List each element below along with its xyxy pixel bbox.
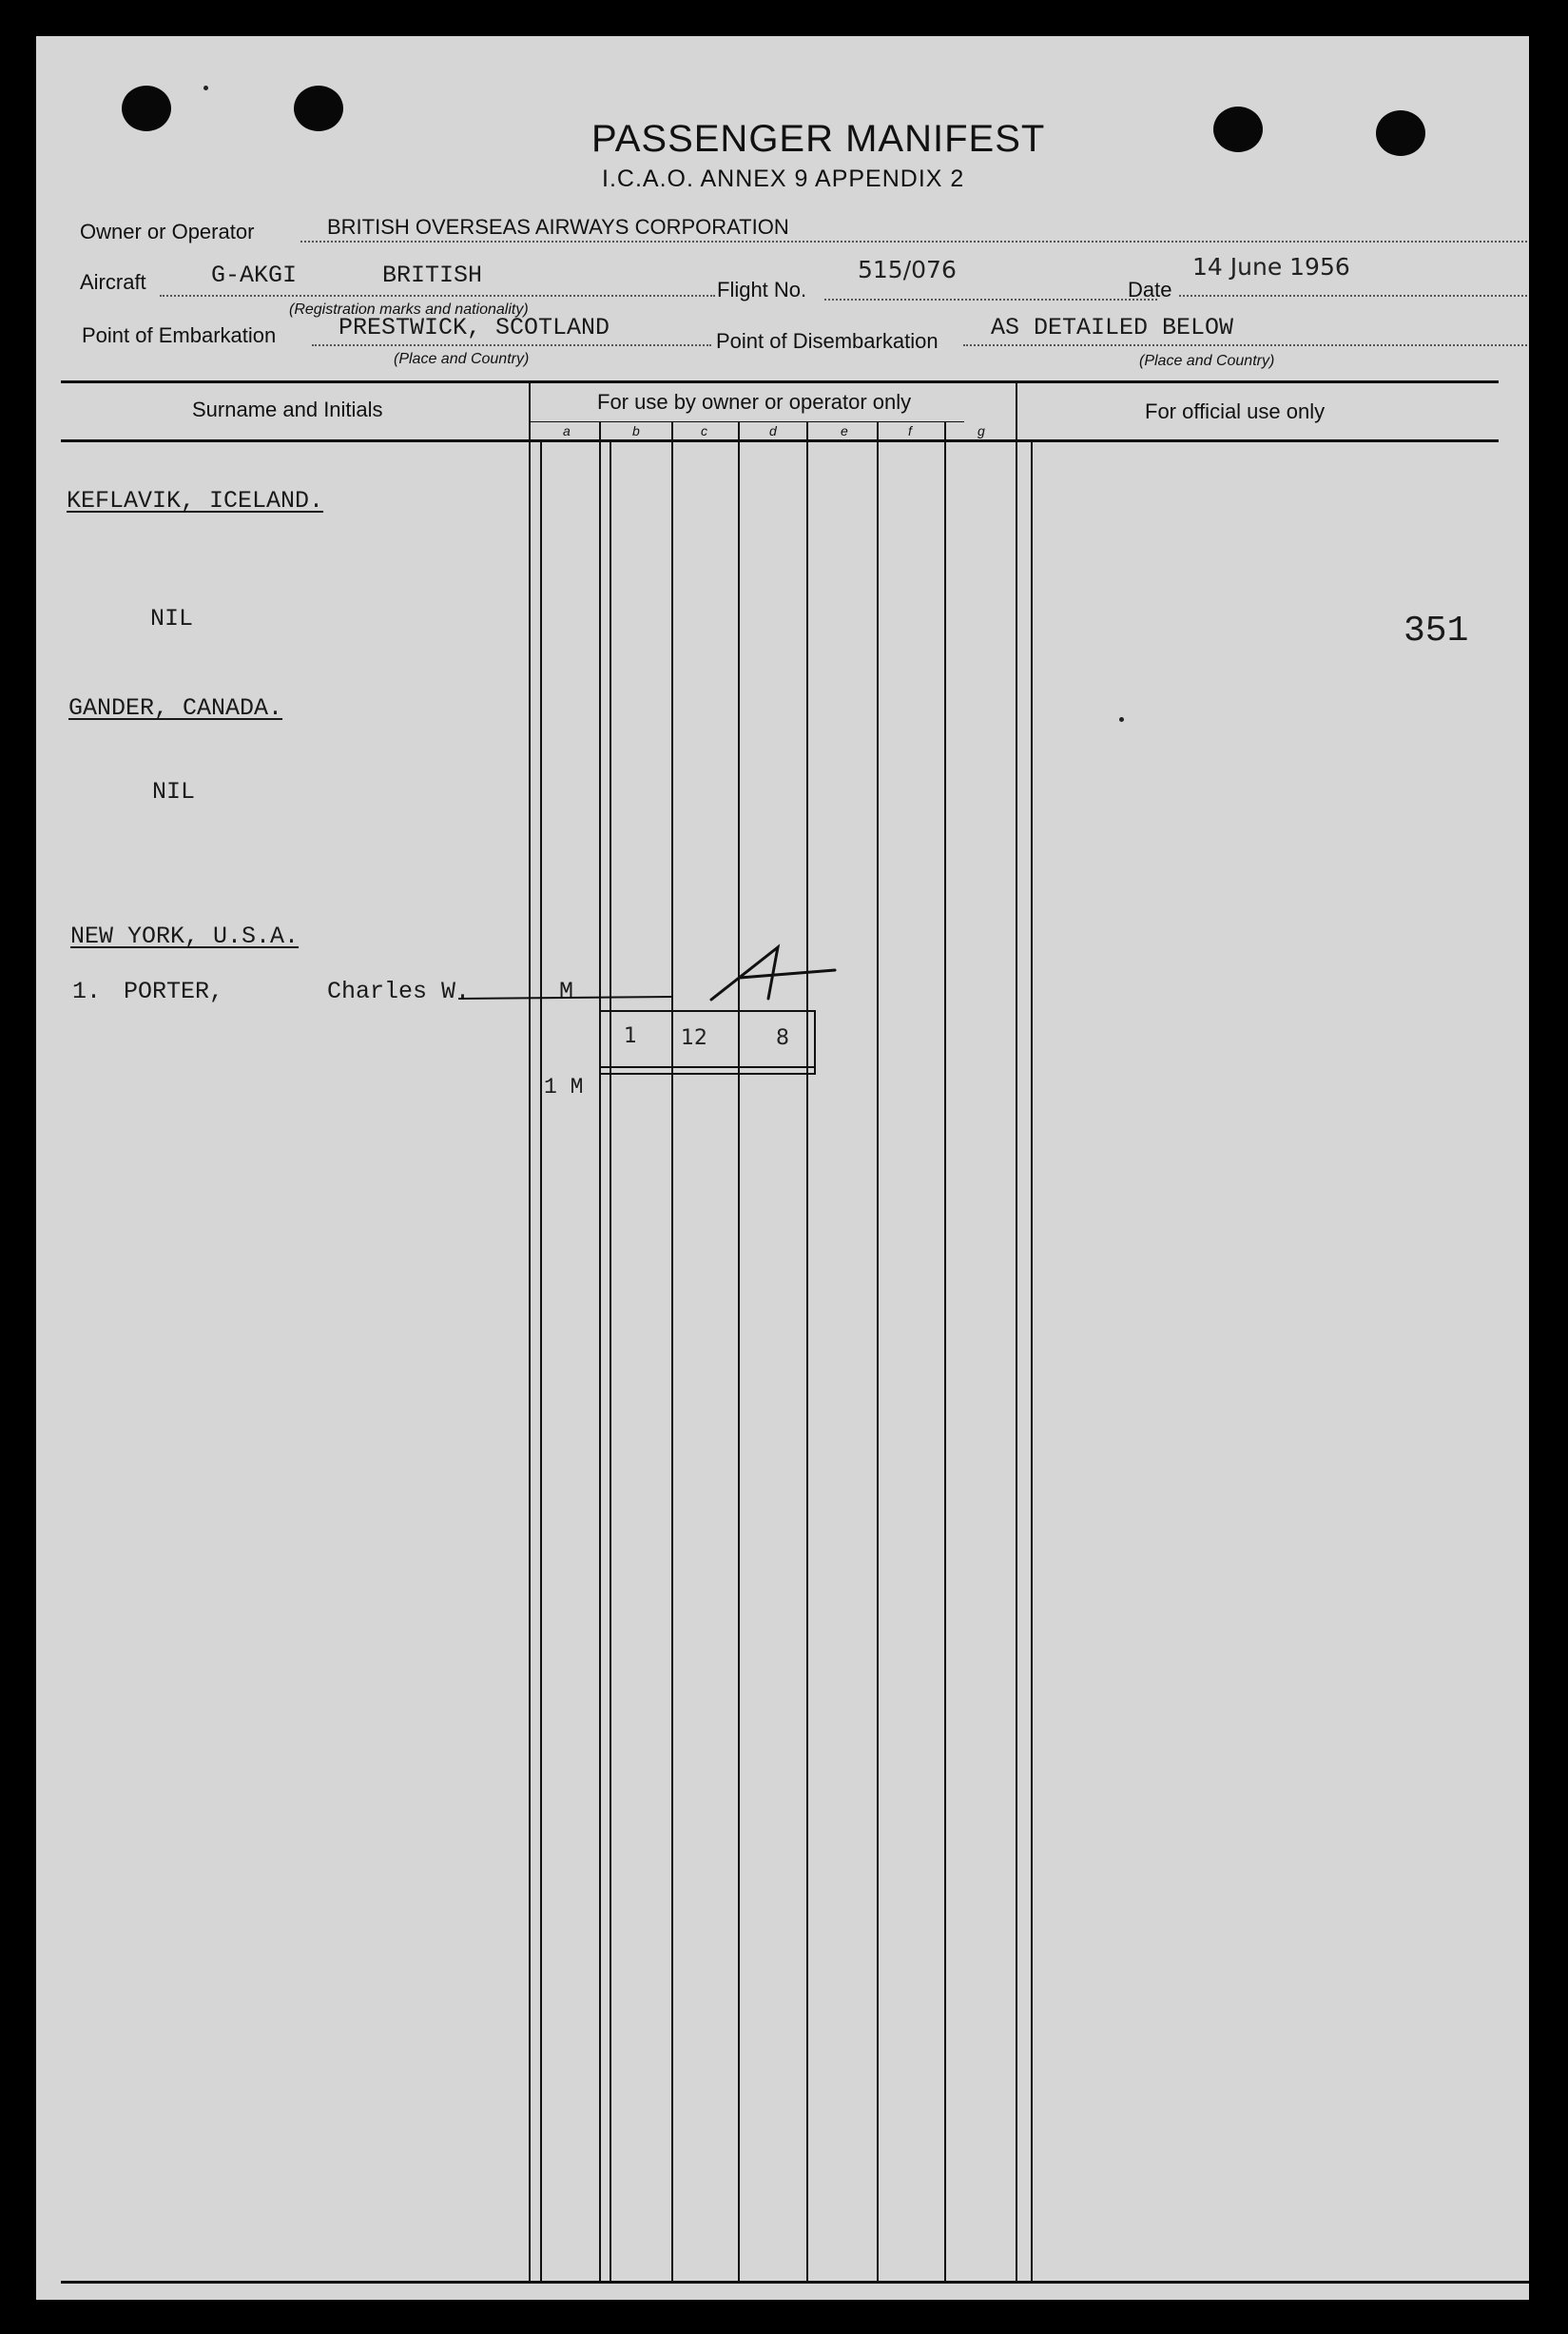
column-letter-a: a <box>563 423 571 438</box>
column-line-d-e <box>806 421 808 2281</box>
column-line-official-inner <box>1031 441 1033 2281</box>
official-column-header: For official use only <box>1145 399 1326 423</box>
total-c: 12 <box>681 1026 707 1050</box>
manifest-page <box>36 36 1529 2300</box>
owner-label: Owner or Operator <box>80 220 255 243</box>
surname-column-header: Surname and Initials <box>192 398 383 421</box>
column-line-a-left <box>540 441 542 2281</box>
official-page-number: 351 <box>1403 611 1469 652</box>
keflavik-heading: KEFLAVIK, ICELAND. <box>67 487 324 515</box>
column-letter-f: f <box>908 423 912 438</box>
flight-dotted-line <box>824 299 1157 301</box>
owner-column-header: For use by owner or operator only <box>597 390 912 414</box>
table-bottom-rule <box>61 2281 1529 2284</box>
gander-heading: GANDER, CANADA. <box>68 694 283 722</box>
column-divider-surname <box>529 380 531 2281</box>
date-value: 14 June 1956 <box>1192 253 1350 281</box>
gander-nil: NIL <box>152 778 196 806</box>
totals-right-edge <box>814 1010 816 1075</box>
aircraft-label: Aircraft <box>80 270 146 294</box>
aircraft-registration: G-AKGI <box>211 262 298 289</box>
column-line-f-g <box>944 421 946 2281</box>
disembarkation-value: AS DETAILED BELOW <box>991 314 1234 341</box>
speck-mark <box>1119 717 1124 722</box>
flight-value: 515/076 <box>858 256 957 283</box>
registration-note: (Registration marks and nationality) <box>289 301 529 318</box>
column-letter-e: e <box>841 423 848 438</box>
letter-row-rule <box>529 421 964 422</box>
column-line-c-d <box>738 421 740 2281</box>
column-line-b-left <box>610 441 611 2281</box>
checkmark-icon <box>455 928 854 1023</box>
column-line-e-f <box>877 421 879 2281</box>
keflavik-nil: NIL <box>150 605 194 632</box>
punch-hole-2 <box>294 86 343 131</box>
embarkation-value: PRESTWICK, SCOTLAND <box>339 314 610 341</box>
total-d: 8 <box>776 1026 789 1050</box>
passenger-surname: PORTER, <box>124 978 224 1005</box>
total-b: 1 <box>624 1024 637 1048</box>
totals-rule-1 <box>599 1066 816 1068</box>
total-count: 1 M <box>544 1075 584 1099</box>
column-letter-c: c <box>701 423 707 438</box>
aircraft-nationality: BRITISH <box>382 262 483 289</box>
newyork-heading: NEW YORK, U.S.A. <box>70 923 300 950</box>
column-divider-official <box>1016 380 1017 2281</box>
punch-hole-3 <box>1213 107 1263 152</box>
column-letter-d: d <box>769 423 777 438</box>
date-dotted-line <box>1179 295 1529 297</box>
speck-mark <box>203 86 208 90</box>
passenger-given-name: Charles W. <box>327 978 471 1005</box>
document-title: PASSENGER MANIFEST <box>591 118 1046 160</box>
passenger-sex: M <box>559 978 574 1005</box>
column-letter-b: b <box>632 423 640 438</box>
table-header-rule <box>61 439 1499 442</box>
embarkation-dotted-line <box>312 344 711 346</box>
punch-hole-1 <box>122 86 171 131</box>
flight-label: Flight No. <box>717 278 807 301</box>
aircraft-dotted-line <box>160 295 715 297</box>
embarkation-note: (Place and Country) <box>394 351 530 367</box>
document-subtitle: I.C.A.O. ANNEX 9 APPENDIX 2 <box>602 165 965 192</box>
column-line-b-c <box>671 421 673 2281</box>
embarkation-label: Point of Embarkation <box>82 323 277 347</box>
punch-hole-4 <box>1376 110 1425 156</box>
owner-value: BRITISH OVERSEAS AIRWAYS CORPORATION <box>327 215 789 239</box>
disembarkation-label: Point of Disembarkation <box>716 329 939 353</box>
table-top-rule <box>61 380 1499 383</box>
owner-dotted-line <box>300 241 1529 243</box>
totals-top-rule <box>599 1010 816 1012</box>
disembarkation-note: (Place and Country) <box>1139 353 1275 369</box>
totals-rule-2 <box>599 1073 816 1075</box>
column-line-a-b <box>599 421 601 2281</box>
column-letter-g: g <box>978 423 985 438</box>
date-label: Date <box>1128 278 1172 301</box>
passenger-number: 1. <box>72 978 102 1005</box>
disembarkation-dotted-line <box>963 344 1529 346</box>
